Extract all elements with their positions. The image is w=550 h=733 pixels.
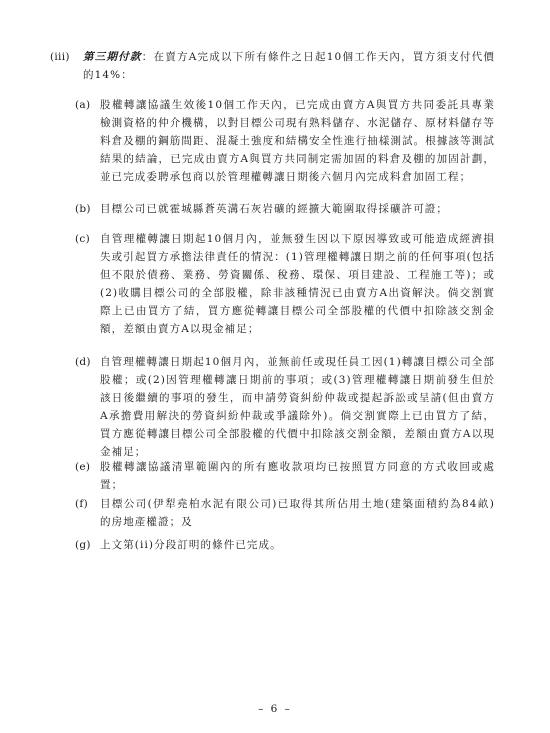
list-item-label: (c)	[75, 233, 90, 245]
list-item-text: 上文第(ii)分段訂明的條件已完成。	[100, 539, 282, 551]
list-item-text: 自管理權轉讓日期起10個月內，並無發生因以下原因導致或可能造成經濟損失或引起買方承擔法律責任的情況：(1)管理權轉讓日期之前的任何事項(包括但不限於債務、業務、勞資關係、稅務、環保、項目建設、工程施工等)；或(2)收購目標公司的全部股權，除非該種情況已由賣方A出資解決。倘交割實際上已由買方了結，買方應從轉讓目標公司全部股權的代價中扣除該交割金額，差額由賣方A以現金補足；	[100, 233, 495, 335]
list-item-text: 目標公司(伊犁堯柏水泥有限公司)已取得其所佔用土地(建築面積約為84畝)的房地產權證；及	[100, 498, 495, 528]
section-label: (iii)	[50, 51, 70, 63]
list-item-label: (e)	[75, 461, 91, 473]
page-number: – 6 –	[258, 703, 292, 715]
list-item-text: 股權轉讓協議生效後10個工作天內，已完成由賣方A與買方共同委託具專業檢測資格的仲介機構，以對目標公司現有熟料儲存、水泥儲存、原材料儲存等料倉及棚的鋼筋間距、混凝土強度和結構安全性進行抽樣測試。根據該等測試結果的結論，已完成由賣方A與買方共同制定需加固的料倉及棚的加固計劃，並已完成委聘承包商以於管理權轉讓日期後六個月內完成料倉加固工程；	[100, 99, 495, 183]
section-lead: 第三期付款	[83, 51, 142, 63]
list-item-label: (d)	[75, 356, 91, 368]
list-item-label: (a)	[75, 99, 91, 111]
list-item-label: (f)	[75, 498, 88, 510]
list-item-text: 目標公司已就霍城縣蒼英溝石灰岩礦的經擴大範圍取得採礦許可證；	[100, 203, 448, 215]
section-text-block	[83, 48, 495, 84]
list-item-text: 自管理權轉讓日期起10個月內，並無前任或現任員工因(1)轉讓目標公司全部股權；或(2)因管理權轉讓日期前的事項；或(3)管理權轉讓日期前發生但於該日後繼續的事項的發生，而申請勞資糾紛仲裁或提起訴訟或呈請(但由賣方A承擔費用解決的勞資糾紛仲裁或爭議除外)。倘交割實際上已由買方了結，買方應從轉讓目標公司全部股權的代價中扣除該交割金額，差額由賣方A以現金補足；	[100, 356, 495, 458]
list-item-label: (b)	[75, 203, 91, 215]
list-item-text: 股權轉讓協議清單範圍內的所有應收款項均已按照買方同意的方式收回或處置；	[100, 461, 495, 491]
section-text: ：在賣方A完成以下所有條件之日起10個工作天內，買方須支付代價的14%：	[83, 51, 496, 81]
list-item-label: (g)	[75, 539, 91, 551]
